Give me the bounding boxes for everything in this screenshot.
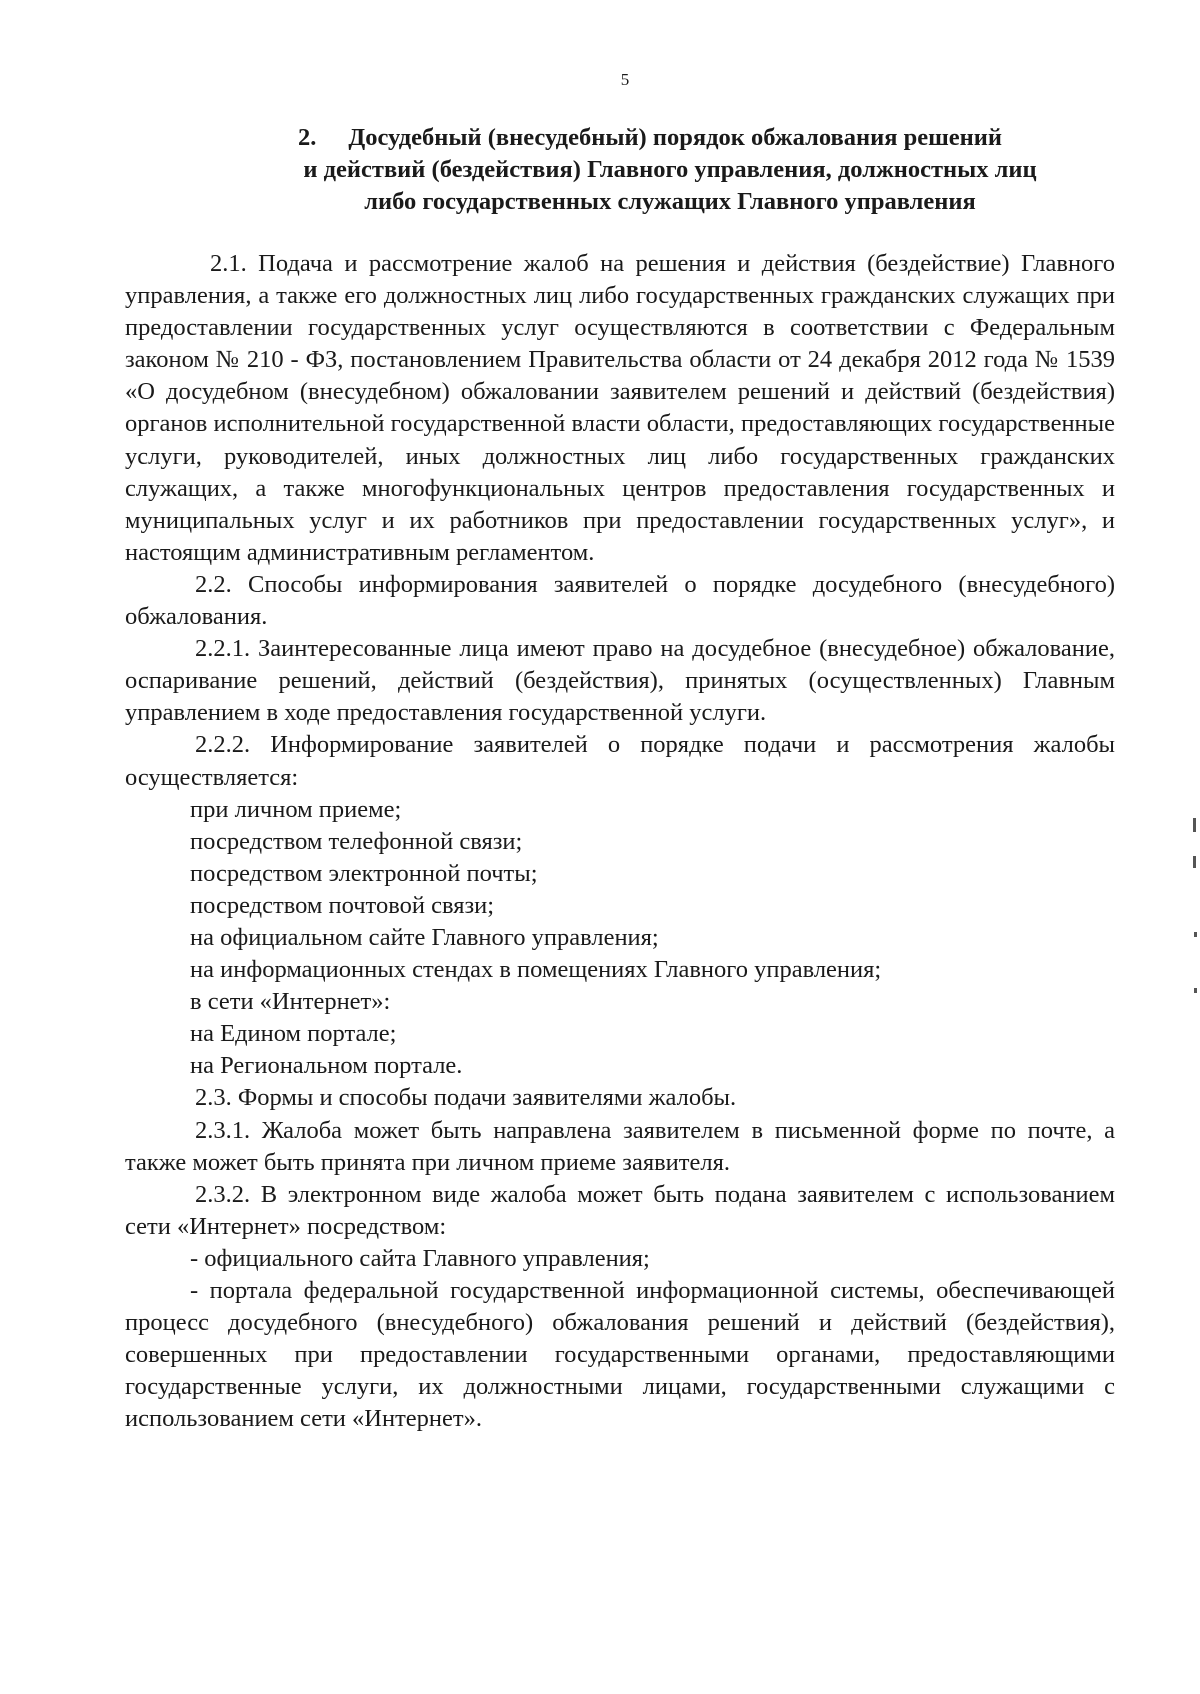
scan-artifact xyxy=(1194,988,1197,993)
section-heading xyxy=(230,122,1110,218)
inform-method-item: на информационных стендах в помещениях Главного управления; xyxy=(190,956,882,984)
heading-line-1-text: Досудебный (внесудебный) порядок обжалования решений xyxy=(348,124,1002,151)
inform-method-item: посредством электронной почты; xyxy=(190,859,538,887)
paragraph-2-2-2: 2.2.2. Информирование заявителей о порядке подачи и рассмотрения жалобы осуществляется: xyxy=(125,731,1115,791)
inform-method-item: посредством телефонной связи; xyxy=(190,827,523,855)
inform-method-item: на Едином портале; xyxy=(190,1020,397,1048)
inform-method-item: на официальном сайте Главного управления; xyxy=(190,923,659,951)
scan-artifact xyxy=(1193,856,1196,868)
paragraph-2-3: 2.3. Формы и способы подачи заявителями жалобы. xyxy=(195,1084,737,1112)
body-text xyxy=(125,248,1115,1435)
inform-method-item: при личном приеме; xyxy=(190,795,402,823)
inform-method-item: на Региональном портале. xyxy=(190,1052,463,1080)
paragraph-2-3-1: 2.3.1. Жалоба может быть направлена заявителем в письменной форме по почте, а также может быть принята при личном приеме заявителя. xyxy=(125,1116,1115,1176)
paragraph-2-2: 2.2. Способы информирования заявителей о порядке досудебного (внесудебного) обжалования. xyxy=(125,570,1115,631)
paragraph-2-3-2: 2.3.2. В электронном виде жалоба может быть подана заявителем с использованием сети «Интернет» посредством: xyxy=(125,1180,1115,1240)
scan-artifact xyxy=(1194,932,1197,937)
inform-method-item: в сети «Интернет»: xyxy=(190,988,391,1016)
inform-method-item: посредством почтовой связи; xyxy=(190,891,495,919)
page-number: 5 xyxy=(620,70,630,89)
heading-line-2: и действий (бездействия) Главного управления, должностных лиц xyxy=(303,156,1037,183)
paragraph-2-1: 2.1. Подача и рассмотрение жалоб на решения и действия (бездействие) Главного управления, а также его должностных лиц либо государственных гражданских служащих при предоставлении государственных услуг осуществляются в соответствии с Федеральным законом № 210 - ФЗ, постановлением Правительства области от 24 декабря 2012 года № 1539 «О досудебном (внесудебном) обжаловании заявителем решений и действий (бездействия) органов исполнительной государственной власти области, предоставляющих государственные услуги, руководителей, иных должностных лиц либо государственных гражданских служащих, а также многофункциональных центров предоставления государственных и муниципальных услуг и их работников при предоставлении государственных услуг», и настоящим административным регламентом. xyxy=(125,250,1115,566)
section-number: 2. xyxy=(298,124,317,151)
paragraph-2-2-1: 2.2.1. Заинтересованные лица имеют право на досудебное (внесудебное) обжалование, оспаривание решений, действий (бездействия), принятых (осуществленных) Главным управлением в ходе предоставления государственной услуги. xyxy=(125,635,1115,727)
electronic-channel-item: - портала федеральной государственной информационной системы, обеспечивающей процесс досудебного (внесудебного) обжалования решений и действий (бездействия), совершенных при предоставлении государственными органами, предоставляющими государственные услуги, их должностными лицами, государственными служащими с использованием сети «Интернет». xyxy=(125,1277,1115,1433)
scan-artifact xyxy=(1193,818,1196,832)
electronic-channel-item: - официального сайта Главного управления; xyxy=(190,1244,650,1272)
heading-line-3: либо государственных служащих Главного управления xyxy=(364,188,976,215)
heading-line-1 xyxy=(230,122,1110,154)
